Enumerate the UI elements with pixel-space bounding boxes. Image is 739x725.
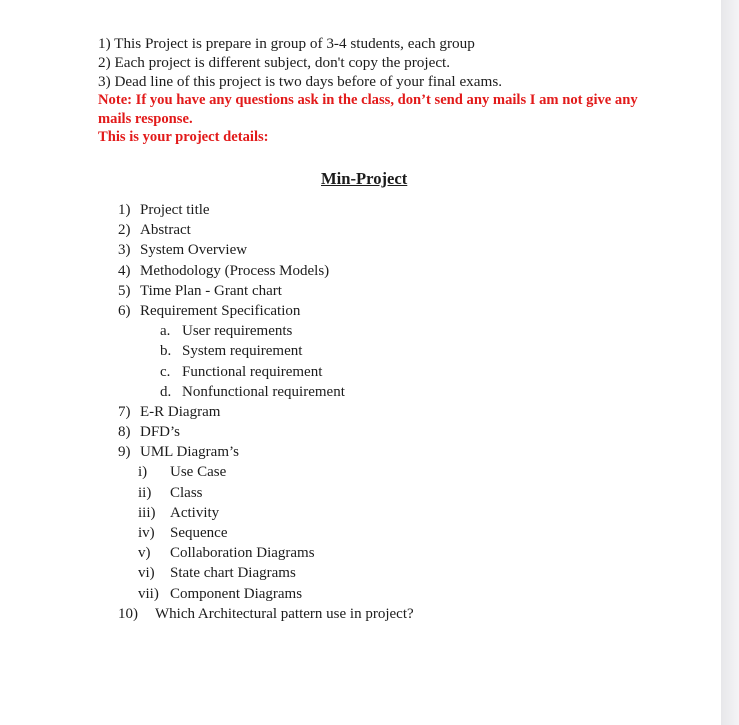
list-item-text: Class <box>170 484 203 501</box>
list-item-text: E-R Diagram <box>140 403 221 420</box>
list-item-text: Abstract <box>140 222 191 239</box>
list-item-text: Requirement Specification <box>140 302 301 319</box>
uml-list-item <box>118 523 678 543</box>
list-item-number: 10) <box>118 605 138 622</box>
list-item-letter: c. <box>160 363 171 380</box>
rule-line: 3) Dead line of this project is two days before of your final exams. <box>98 73 503 90</box>
list-item <box>118 301 678 321</box>
list-item-roman: i) <box>138 464 148 481</box>
list-item-number: 2) <box>118 222 131 239</box>
list-item-text: Sequence <box>170 525 228 541</box>
list-item <box>118 261 678 281</box>
note-warning: Note: If you have any questions ask in the class, don’t send any mails I am not give any mails response. <box>98 92 638 127</box>
list-item-text: Time Plan - Grant chart <box>140 282 282 299</box>
list-item-text: DFD’s <box>140 424 181 441</box>
project-rules <box>98 34 698 91</box>
list-item <box>118 422 678 442</box>
rule-line: 2) Each project is different subject, don't copy the project. <box>98 54 451 71</box>
list-item <box>118 281 678 301</box>
uml-list-item <box>118 503 678 523</box>
list-item <box>118 402 678 422</box>
list-item-text: User requirements <box>182 323 293 340</box>
list-item-number: 5) <box>118 282 131 299</box>
list-item-number: 7) <box>118 403 131 420</box>
list-item <box>118 442 678 462</box>
list-item-number: 3) <box>118 242 131 259</box>
list-item-text: Nonfunctional requirement <box>182 383 345 400</box>
list-item-text: State chart Diagrams <box>170 565 296 582</box>
document-title: Min-Project <box>321 169 408 188</box>
list-item-number: 8) <box>118 424 131 441</box>
list-item-text: Project title <box>140 202 210 218</box>
list-item-text: Component Diagrams <box>170 585 303 602</box>
list-item-roman: ii) <box>138 484 152 501</box>
outline-list <box>118 200 678 624</box>
uml-list-item <box>118 462 678 482</box>
details-label: This is your project details: <box>98 129 269 145</box>
sub-list-item <box>118 382 678 402</box>
uml-list-item <box>118 584 678 604</box>
list-item-text: Activity <box>170 504 220 521</box>
list-item-text: System requirement <box>182 343 303 360</box>
list-item-letter: b. <box>160 343 172 360</box>
list-item-number: 9) <box>118 444 131 461</box>
list-item-text: Which Architectural pattern use in project? <box>155 605 414 622</box>
rule-line: 1) This Project is prepare in group of 3-4 students, each group <box>98 35 475 52</box>
list-item-roman: v) <box>138 545 151 562</box>
list-item-number: 4) <box>118 262 131 279</box>
uml-list-item <box>118 483 678 503</box>
list-item-letter: a. <box>160 323 171 340</box>
list-item-text: UML Diagram’s <box>140 444 240 461</box>
list-item <box>118 220 678 240</box>
page-edge-shadow <box>721 0 739 725</box>
list-item-roman: iv) <box>138 525 155 541</box>
uml-list-item <box>118 543 678 563</box>
list-item-number: 1) <box>118 202 131 218</box>
list-item-letter: d. <box>160 383 172 400</box>
sub-list-item <box>118 341 678 361</box>
sub-list-item <box>118 321 678 341</box>
list-item-text: Collaboration Diagrams <box>170 545 315 562</box>
list-item-text: Functional requirement <box>182 363 323 380</box>
list-item-text: System Overview <box>140 242 248 259</box>
list-item-roman: vii) <box>138 585 159 602</box>
list-item-number: 6) <box>118 302 131 319</box>
list-item-roman: vi) <box>138 565 155 582</box>
list-item-text: Methodology (Process Models) <box>140 262 330 279</box>
list-item <box>118 240 678 260</box>
list-item-roman: iii) <box>138 504 156 521</box>
list-item <box>118 200 678 220</box>
list-item-text: Use Case <box>170 464 227 481</box>
list-item <box>118 604 678 624</box>
uml-list-item <box>118 563 678 583</box>
sub-list-item <box>118 362 678 382</box>
